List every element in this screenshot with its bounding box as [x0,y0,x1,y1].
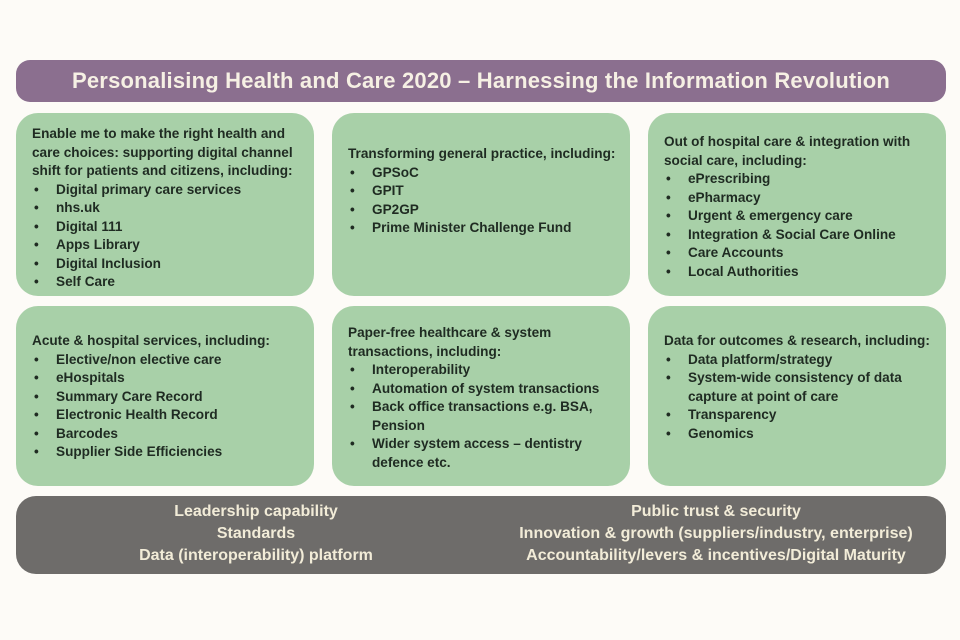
footer-item: Accountability/levers & incentives/Digital Maturity [526,547,906,564]
title-banner [16,60,946,102]
card-item-list [32,351,300,462]
footer-left-column [16,501,496,567]
card-item: • Digital 111 [32,218,300,237]
card-item: • Supplier Side Efficiencies [32,443,300,462]
card-item-list [664,351,932,444]
card-item: • Prime Minister Challenge Fund [348,219,616,238]
enablers-footer [16,496,946,574]
card-item: • Wider system access – dentistry defence etc. [348,435,616,472]
footer-item: Leadership capability [174,503,338,520]
footer-item: Public trust & security [631,503,801,520]
card-item: • Apps Library [32,236,300,255]
card-item: • Data platform/strategy [664,351,932,370]
card-item: • Transparency [664,406,932,425]
card-item: • Automation of system transactions [348,380,616,399]
card-acute-hospital [16,306,314,486]
card-heading: Enable me to make the right health and care choices: supporting digital channel shift for patients and citizens, including: [32,126,293,178]
card-item: • GPSoC [348,164,616,183]
card-item: • Interoperability [348,361,616,380]
card-general-practice [332,113,630,296]
card-item: • Digital primary care services [32,181,300,200]
card-item-list [664,170,932,281]
footer-item: Standards [216,525,296,542]
footer-right-column [486,501,946,567]
card-item: • System-wide consistency of data capture at point of care [664,369,932,406]
footer-item: Innovation & growth (suppliers/industry, enterprise) [519,525,913,542]
card-item: • Digital Inclusion [32,255,300,274]
card-item-list [32,181,300,292]
card-item: • eHospitals [32,369,300,388]
card-item: • Barcodes [32,425,300,444]
card-item: • Self Care [32,273,300,292]
card-item: • nhs.uk [32,199,300,218]
card-item: • Back office transactions e.g. BSA, Pension [348,398,616,435]
card-heading: Acute & hospital services, including: [32,333,270,348]
card-item-list [348,361,616,472]
card-item: • ePrescribing [664,170,932,189]
card-item: • Integration & Social Care Online [664,226,932,245]
card-item: • GP2GP [348,201,616,220]
card-heading: Paper-free healthcare & system transactions, including: [348,325,552,359]
card-heading: Transforming general practice, including: [348,146,616,161]
card-data-outcomes [648,306,946,486]
diagram-title: Personalising Health and Care 2020 – Harnessing the Information Revolution [72,68,890,93]
card-item: • GPIT [348,182,616,201]
card-item: • Summary Care Record [32,388,300,407]
footer-item: Data (interoperability) platform [139,547,373,564]
card-item: • Elective/non elective care [32,351,300,370]
card-item: • Care Accounts [664,244,932,263]
card-item-list [348,164,616,238]
card-out-of-hospital [648,113,946,296]
card-heading: Out of hospital care & integration with social care, including: [664,134,911,168]
card-item: • Genomics [664,425,932,444]
card-paper-free [332,306,630,486]
card-heading: Data for outcomes & research, including: [664,333,930,348]
card-item: • ePharmacy [664,189,932,208]
card-item: • Urgent & emergency care [664,207,932,226]
card-item: • Local Authorities [664,263,932,282]
card-item: • Electronic Health Record [32,406,300,425]
card-digital-choices [16,113,314,296]
